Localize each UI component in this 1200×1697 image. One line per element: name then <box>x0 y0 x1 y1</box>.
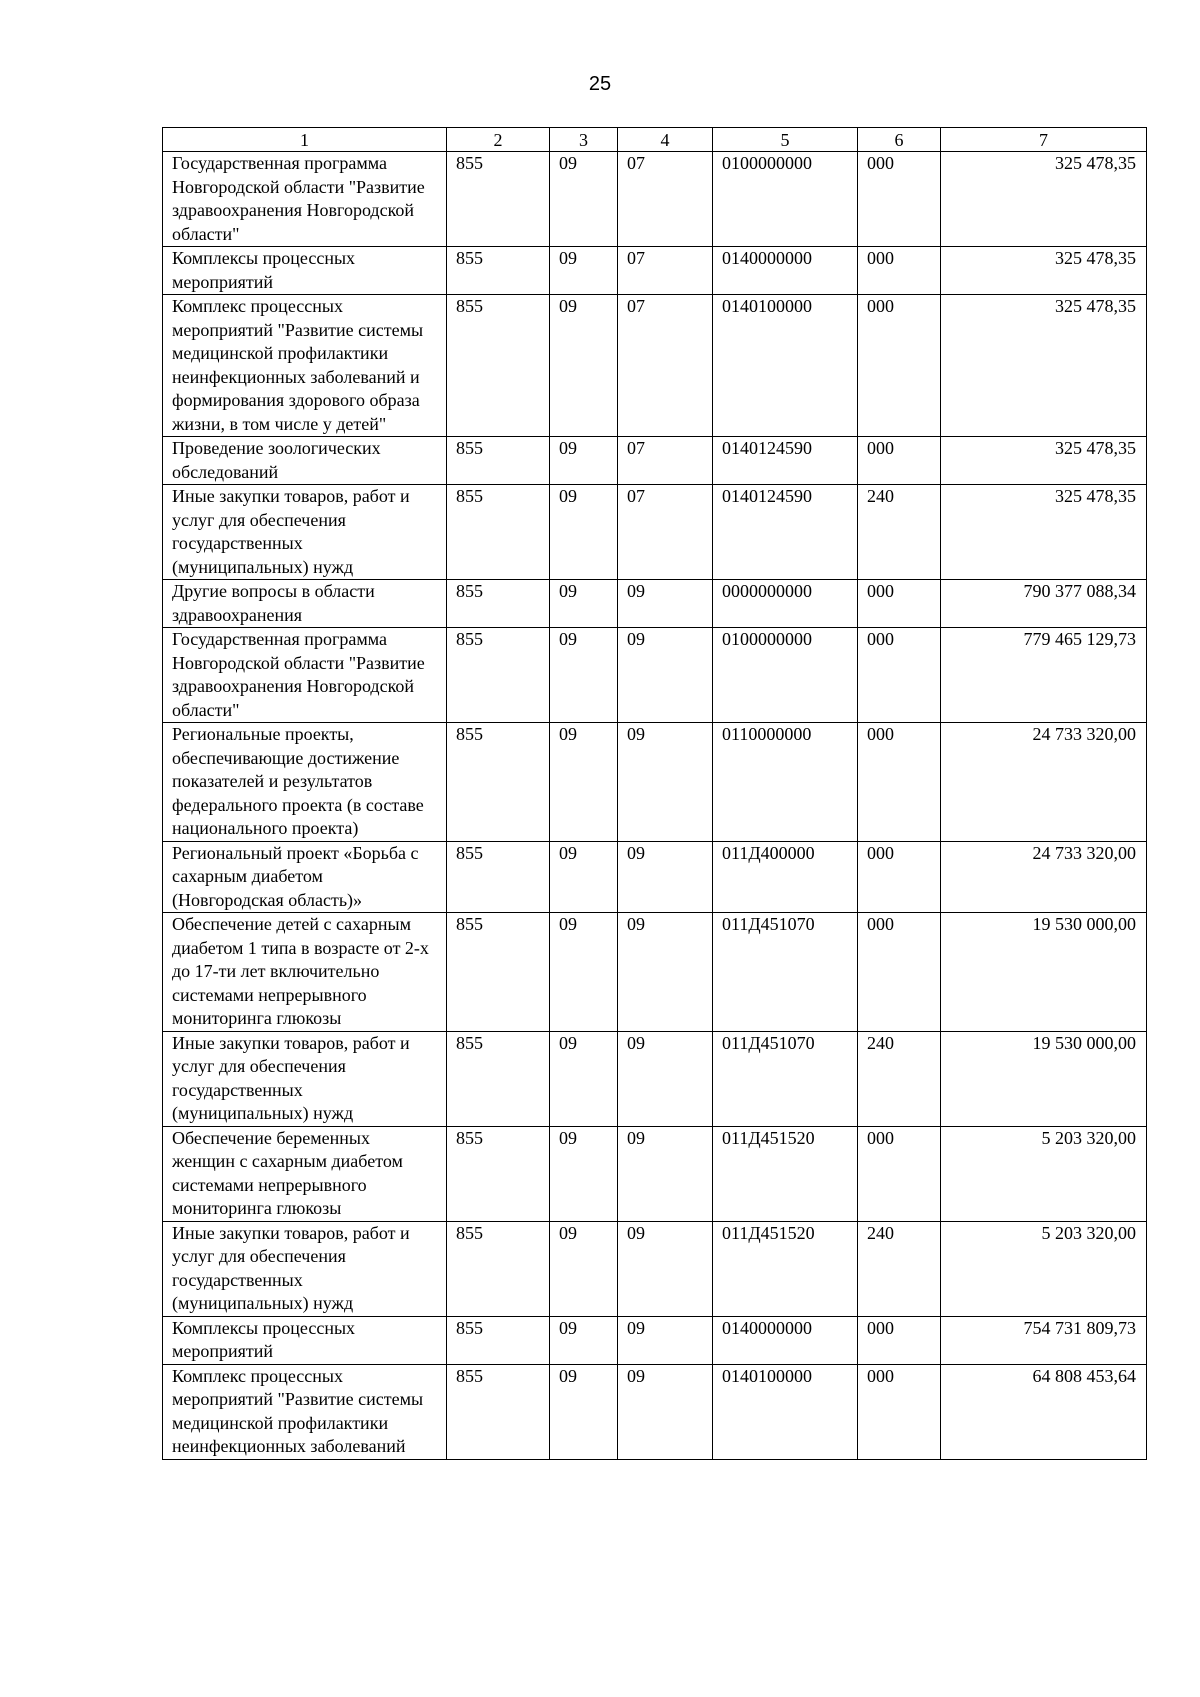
code-cell: 07 <box>618 485 713 580</box>
code-cell: 855 <box>447 913 550 1032</box>
code-cell: 000 <box>858 580 941 628</box>
code-cell: 09 <box>550 1221 618 1316</box>
code-cell: 0100000000 <box>713 152 858 247</box>
code-cell: 07 <box>618 295 713 437</box>
code-cell: 011Д451070 <box>713 1031 858 1126</box>
header-row <box>163 128 1147 152</box>
code-cell: 855 <box>447 1126 550 1221</box>
table-row <box>163 1316 1147 1364</box>
code-cell: 0140100000 <box>713 1364 858 1459</box>
item-name: Государственная программа Новгородской области "Развитие здравоохранения Новгородской области" <box>163 152 447 247</box>
code-cell: 000 <box>858 152 941 247</box>
code-cell: 0100000000 <box>713 628 858 723</box>
table-header <box>163 128 1147 152</box>
code-cell: 09 <box>550 485 618 580</box>
code-cell: 000 <box>858 841 941 913</box>
table-row <box>163 580 1147 628</box>
item-name: Иные закупки товаров, работ и услуг для обеспечения государственных (муниципальных) нужд <box>163 1221 447 1316</box>
item-name: Другие вопросы в области здравоохранения <box>163 580 447 628</box>
code-cell: 09 <box>550 723 618 842</box>
code-cell: 09 <box>550 295 618 437</box>
code-cell: 240 <box>858 485 941 580</box>
code-cell: 000 <box>858 437 941 485</box>
code-cell: 09 <box>550 152 618 247</box>
code-cell: 09 <box>550 841 618 913</box>
code-cell: 09 <box>550 1364 618 1459</box>
item-name: Иные закупки товаров, работ и услуг для обеспечения государственных (муниципальных) нужд <box>163 1031 447 1126</box>
table-row <box>163 628 1147 723</box>
amount-cell: 5 203 320,00 <box>941 1126 1147 1221</box>
item-name: Иные закупки товаров, работ и услуг для обеспечения государственных (муниципальных) нужд <box>163 485 447 580</box>
code-cell: 0140100000 <box>713 295 858 437</box>
code-cell: 855 <box>447 628 550 723</box>
header-cell: 2 <box>447 128 550 152</box>
table-row <box>163 485 1147 580</box>
item-name: Государственная программа Новгородской области "Развитие здравоохранения Новгородской области" <box>163 628 447 723</box>
code-cell: 855 <box>447 723 550 842</box>
budget-table <box>162 127 1147 1460</box>
code-cell: 09 <box>550 437 618 485</box>
code-cell: 07 <box>618 247 713 295</box>
code-cell: 000 <box>858 1126 941 1221</box>
code-cell: 0140000000 <box>713 1316 858 1364</box>
code-cell: 09 <box>550 1126 618 1221</box>
code-cell: 855 <box>447 247 550 295</box>
amount-cell: 24 733 320,00 <box>941 841 1147 913</box>
code-cell: 09 <box>618 1364 713 1459</box>
code-cell: 000 <box>858 1364 941 1459</box>
amount-cell: 19 530 000,00 <box>941 1031 1147 1126</box>
table-row <box>163 247 1147 295</box>
item-name: Комплексы процессных мероприятий <box>163 247 447 295</box>
item-name: Обеспечение детей с сахарным диабетом 1 типа в возрасте от 2-х до 17-ти лет включительно системами непрерывного мониторинга глюкозы <box>163 913 447 1032</box>
code-cell: 09 <box>618 628 713 723</box>
code-cell: 09 <box>618 1316 713 1364</box>
header-cell: 4 <box>618 128 713 152</box>
amount-cell: 325 478,35 <box>941 295 1147 437</box>
code-cell: 0140124590 <box>713 437 858 485</box>
code-cell: 0140000000 <box>713 247 858 295</box>
code-cell: 011Д400000 <box>713 841 858 913</box>
code-cell: 09 <box>618 1126 713 1221</box>
code-cell: 09 <box>618 1031 713 1126</box>
amount-cell: 325 478,35 <box>941 437 1147 485</box>
code-cell: 0110000000 <box>713 723 858 842</box>
table-row <box>163 723 1147 842</box>
code-cell: 0000000000 <box>713 580 858 628</box>
code-cell: 09 <box>618 1221 713 1316</box>
code-cell: 000 <box>858 723 941 842</box>
item-name: Обеспечение беременных женщин с сахарным диабетом системами непрерывного мониторинга глюкозы <box>163 1126 447 1221</box>
amount-cell: 19 530 000,00 <box>941 913 1147 1032</box>
code-cell: 855 <box>447 1364 550 1459</box>
table-row <box>163 1364 1147 1459</box>
code-cell: 09 <box>550 913 618 1032</box>
code-cell: 000 <box>858 913 941 1032</box>
item-name: Региональный проект «Борьба с сахарным диабетом (Новгородская область)» <box>163 841 447 913</box>
table-row <box>163 1031 1147 1126</box>
item-name: Комплекс процессных мероприятий "Развитие системы медицинской профилактики неинфекционных заболеваний и формирования здорового образа жизни, в том числе у детей" <box>163 295 447 437</box>
amount-cell: 754 731 809,73 <box>941 1316 1147 1364</box>
amount-cell: 64 808 453,64 <box>941 1364 1147 1459</box>
code-cell: 09 <box>618 841 713 913</box>
amount-cell: 24 733 320,00 <box>941 723 1147 842</box>
amount-cell: 5 203 320,00 <box>941 1221 1147 1316</box>
code-cell: 09 <box>618 723 713 842</box>
code-cell: 09 <box>550 628 618 723</box>
code-cell: 000 <box>858 247 941 295</box>
code-cell: 09 <box>550 1316 618 1364</box>
code-cell: 855 <box>447 485 550 580</box>
header-cell: 1 <box>163 128 447 152</box>
header-cell: 5 <box>713 128 858 152</box>
item-name: Проведение зоологических обследований <box>163 437 447 485</box>
amount-cell: 325 478,35 <box>941 485 1147 580</box>
code-cell: 09 <box>618 913 713 1032</box>
item-name: Региональные проекты, обеспечивающие достижение показателей и результатов федерального проекта (в составе национального проекта) <box>163 723 447 842</box>
amount-cell: 779 465 129,73 <box>941 628 1147 723</box>
code-cell: 855 <box>447 1221 550 1316</box>
code-cell: 240 <box>858 1221 941 1316</box>
item-name: Комплекс процессных мероприятий "Развитие системы медицинской профилактики неинфекционных заболеваний <box>163 1364 447 1459</box>
table-row <box>163 437 1147 485</box>
amount-cell: 790 377 088,34 <box>941 580 1147 628</box>
table-row <box>163 295 1147 437</box>
code-cell: 000 <box>858 1316 941 1364</box>
code-cell: 011Д451520 <box>713 1126 858 1221</box>
code-cell: 855 <box>447 295 550 437</box>
code-cell: 855 <box>447 437 550 485</box>
amount-cell: 325 478,35 <box>941 152 1147 247</box>
code-cell: 011Д451520 <box>713 1221 858 1316</box>
code-cell: 011Д451070 <box>713 913 858 1032</box>
code-cell: 855 <box>447 580 550 628</box>
table-row <box>163 152 1147 247</box>
amount-cell: 325 478,35 <box>941 247 1147 295</box>
table-row <box>163 913 1147 1032</box>
code-cell: 855 <box>447 1316 550 1364</box>
table-row <box>163 841 1147 913</box>
header-cell: 7 <box>941 128 1147 152</box>
code-cell: 240 <box>858 1031 941 1126</box>
code-cell: 0140124590 <box>713 485 858 580</box>
table-row <box>163 1126 1147 1221</box>
code-cell: 07 <box>618 437 713 485</box>
code-cell: 855 <box>447 1031 550 1126</box>
code-cell: 09 <box>618 580 713 628</box>
code-cell: 855 <box>447 152 550 247</box>
code-cell: 09 <box>550 580 618 628</box>
code-cell: 000 <box>858 295 941 437</box>
item-name: Комплексы процессных мероприятий <box>163 1316 447 1364</box>
page-number: 25 <box>588 73 612 95</box>
header-cell: 6 <box>858 128 941 152</box>
code-cell: 000 <box>858 628 941 723</box>
header-cell: 3 <box>550 128 618 152</box>
code-cell: 07 <box>618 152 713 247</box>
table-row <box>163 1221 1147 1316</box>
code-cell: 09 <box>550 1031 618 1126</box>
table-body <box>163 152 1147 1460</box>
code-cell: 855 <box>447 841 550 913</box>
code-cell: 09 <box>550 247 618 295</box>
